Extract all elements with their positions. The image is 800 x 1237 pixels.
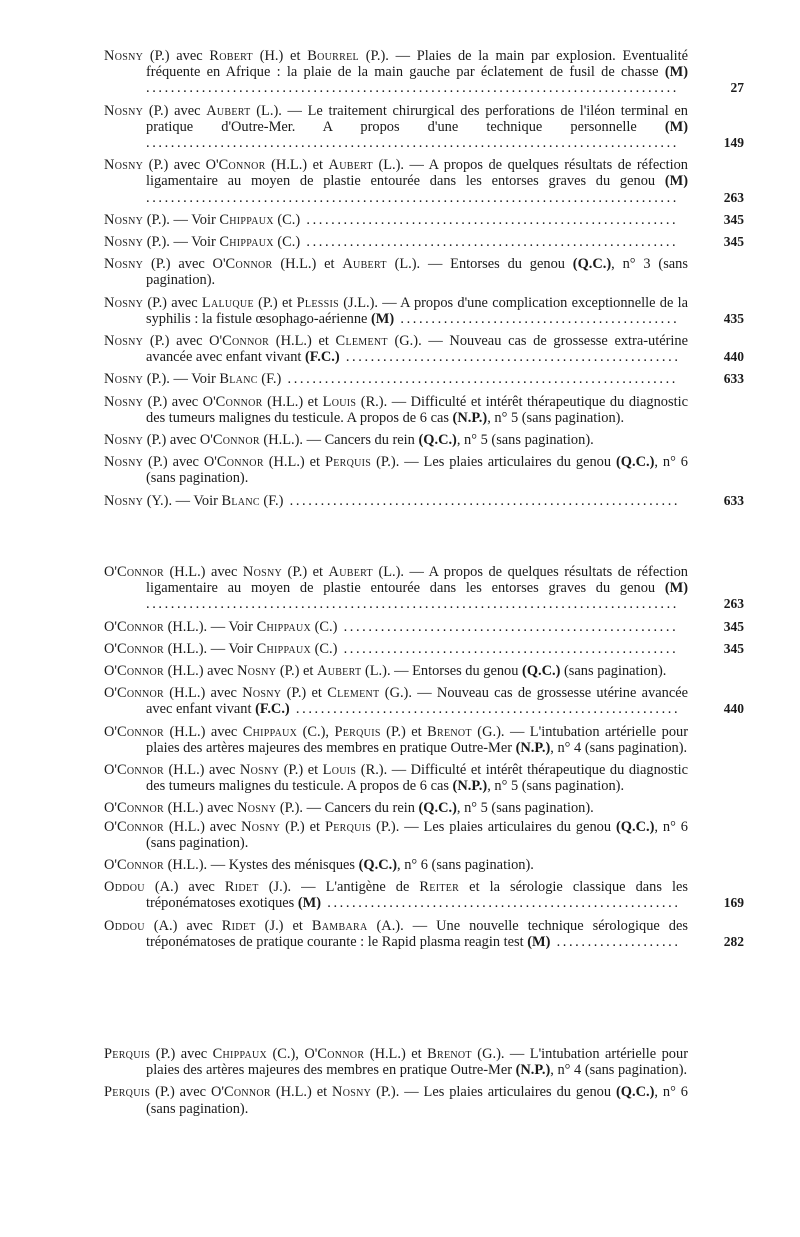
rubric-code: (Q.C.) bbox=[572, 256, 612, 273]
index-entry bbox=[104, 333, 744, 365]
rubric-code: (Q.C.) bbox=[418, 432, 457, 449]
author-name: Connor bbox=[223, 1084, 271, 1101]
author-name: Oddou bbox=[104, 917, 145, 934]
dot-leader: ...................................................................................... bbox=[146, 80, 679, 97]
page-number: 27 bbox=[730, 80, 744, 96]
entry-text: (J.) et bbox=[255, 917, 312, 934]
entry-text: (H.L.) avec bbox=[163, 800, 238, 817]
entry-text: , n° 6 (sans pagination). bbox=[146, 818, 688, 851]
entry-text: (P.). — Voir bbox=[143, 371, 220, 388]
index-entry bbox=[104, 918, 744, 950]
entry-text: (H.L.). — Kystes des ménisques bbox=[163, 857, 359, 874]
entry-text: , n° 4 (sans pagination). bbox=[550, 1062, 688, 1079]
rubric-code: (M) bbox=[371, 310, 395, 327]
entry-text: (A.) avec bbox=[144, 917, 222, 934]
index-entry bbox=[104, 762, 744, 794]
entry-text: O' bbox=[104, 618, 117, 635]
author-name: Connor bbox=[117, 618, 164, 635]
index-entry bbox=[104, 432, 744, 448]
author-name: Nosny bbox=[104, 102, 144, 119]
page-number: 440 bbox=[723, 349, 744, 365]
entry-text: O' bbox=[104, 640, 117, 657]
entry-text: (P.) avec O' bbox=[150, 1084, 224, 1101]
entry-text: O' bbox=[104, 857, 117, 874]
rubric-code: (M) bbox=[664, 173, 688, 190]
entry-text: (P.). — Les plaies articulaires du genou bbox=[371, 454, 616, 471]
page-number: 435 bbox=[723, 310, 744, 326]
entry-text: (P.) avec bbox=[143, 294, 202, 311]
author-name: Connor bbox=[117, 663, 164, 680]
author-name: Nosny bbox=[104, 393, 144, 410]
entry-text: (H.L.) et bbox=[263, 454, 325, 471]
entry-text: (P.) avec O' bbox=[143, 432, 213, 449]
index-entry bbox=[104, 641, 744, 657]
author-name: Perquis bbox=[324, 454, 372, 471]
author-name: Perquis bbox=[324, 818, 372, 835]
entry-text: (P.) et bbox=[276, 663, 317, 680]
author-name: Connor bbox=[117, 685, 164, 702]
rubric-code: (M) bbox=[527, 933, 551, 950]
author-name: Chippaux bbox=[219, 211, 274, 228]
rubric-code: (M) bbox=[297, 895, 322, 912]
dot-leader: ...................................................... bbox=[339, 349, 681, 366]
author-name: Perquis bbox=[334, 723, 381, 740]
entry-text: , n° 5 (sans pagination). bbox=[487, 778, 625, 795]
author-name: Perquis bbox=[104, 1084, 151, 1101]
author-name: Connor bbox=[117, 723, 164, 740]
dot-leader: ............................................................ bbox=[300, 234, 679, 251]
entry-text: (P.). — Voir bbox=[143, 234, 220, 251]
entry-text: (J.). — L'antigène de bbox=[258, 879, 420, 896]
index-entry bbox=[104, 295, 744, 327]
entry-text: et la sérologie classique dans les tréponématoses exotiques bbox=[146, 879, 689, 912]
author-name: Bambara bbox=[311, 917, 368, 934]
author-name: Bourrel bbox=[307, 48, 359, 64]
dot-leader: ...................................................... bbox=[337, 640, 679, 657]
dot-leader: ............................................. bbox=[394, 310, 680, 327]
author-name: Ridet bbox=[221, 917, 256, 934]
author-name: Nosny bbox=[104, 211, 144, 228]
dot-leader: ...................................................................................... bbox=[146, 596, 679, 613]
entry-text: (P.). — Plaies de la main par explosion. Eventualité fréquente en Afrique : la plaie de la main gauche par éclatement de fusil de chasse bbox=[146, 48, 688, 81]
entry-text: (P.) et bbox=[281, 685, 328, 702]
entry-text: (P.) avec O' bbox=[143, 333, 223, 350]
dot-leader: .............................................................. bbox=[289, 701, 681, 718]
entry-text: O' bbox=[104, 685, 117, 702]
entry-text: (G.). — Nouveau cas de grossesse extra-utérine avancée avec enfant vivant bbox=[146, 333, 688, 366]
page-number: 345 bbox=[723, 211, 744, 227]
rubric-code: (Q.C.) bbox=[358, 857, 397, 874]
entry-text: (H.L.) et bbox=[272, 256, 343, 273]
dot-leader: ...................................................................................... bbox=[146, 135, 679, 152]
index-entry bbox=[104, 48, 744, 97]
author-name: Aubert bbox=[342, 256, 387, 273]
rubric-code: (M) bbox=[664, 118, 688, 135]
author-name: Laluque bbox=[201, 294, 254, 311]
index-entry bbox=[104, 1084, 744, 1116]
dot-leader: ...................................................... bbox=[337, 618, 679, 635]
index-section bbox=[104, 48, 744, 509]
author-name: Aubert bbox=[206, 102, 251, 119]
entry-text: (P.) avec O' bbox=[143, 393, 216, 410]
author-name: Connor bbox=[317, 1046, 365, 1062]
page-number: 263 bbox=[723, 596, 744, 612]
author-name: Nosny bbox=[242, 685, 282, 702]
entry-text: (P.) et bbox=[279, 762, 323, 779]
page-number: 440 bbox=[723, 701, 744, 717]
entry-text: (H.) et bbox=[252, 48, 308, 64]
entry-text: (C.), bbox=[297, 723, 335, 740]
entry-text: (P.). — Les plaies articulaires du genou bbox=[371, 818, 617, 835]
author-name: Nosny bbox=[104, 371, 144, 388]
author-name: Chippaux bbox=[212, 1046, 268, 1062]
entry-text: O' bbox=[104, 663, 117, 680]
rubric-code: (Q.C.) bbox=[522, 663, 561, 680]
author-name: Aubert bbox=[317, 663, 362, 680]
entry-text: (P.). — Voir bbox=[143, 211, 220, 228]
author-name: Nosny bbox=[104, 432, 144, 449]
rubric-code: (Q.C.) bbox=[616, 1084, 655, 1101]
dot-leader: ............................................................ bbox=[300, 211, 679, 228]
page-number: 345 bbox=[723, 234, 744, 250]
entry-text: (P.) avec O' bbox=[143, 454, 217, 471]
entry-text: (sans pagination). bbox=[560, 663, 667, 680]
author-name: Brenot bbox=[427, 723, 472, 740]
entry-text: (L.). — A propos de quelques résultats de réfection ligamentaire au moyen de plastie entourée dans les entorses graves du genou bbox=[146, 564, 688, 597]
author-name: Nosny bbox=[237, 663, 277, 680]
entry-text: (H.L.) et bbox=[270, 1084, 333, 1101]
entry-text: (C.) bbox=[311, 618, 338, 635]
entry-text: (H.L.) avec bbox=[163, 663, 238, 680]
index-entry bbox=[104, 234, 744, 250]
index-section bbox=[104, 1046, 744, 1117]
author-name: Connor bbox=[225, 256, 273, 273]
author-name: Nosny bbox=[104, 294, 144, 311]
rubric-code: (N.P.) bbox=[515, 1062, 551, 1079]
entry-text: (P.) avec bbox=[143, 102, 207, 119]
index-entry bbox=[104, 685, 744, 717]
rubric-code: (Q.C.) bbox=[418, 800, 457, 817]
index-entry bbox=[104, 256, 744, 288]
dot-leader: ............................................................... bbox=[281, 371, 678, 388]
entry-text: (P.). — Cancers du rein bbox=[276, 800, 419, 817]
entry-text: (H.L.) et bbox=[364, 1046, 428, 1062]
index-entry bbox=[104, 663, 744, 679]
entry-text: , n° 4 (sans pagination). bbox=[550, 739, 688, 756]
index-entry bbox=[104, 157, 744, 206]
entry-text: (H.L.) avec bbox=[163, 818, 242, 835]
entry-text: (F.) bbox=[257, 371, 282, 388]
entry-text: O' bbox=[104, 564, 117, 580]
page-number: 263 bbox=[723, 189, 744, 205]
entry-text: (H.L.). — Voir bbox=[163, 618, 257, 635]
entry-text: (H.L.). — Cancers du rein bbox=[259, 432, 419, 449]
author-name: Nosny bbox=[239, 762, 280, 779]
entry-text: (A.). — Une nouvelle technique sérologique des tréponématoses de pratique courante : le Rapid plasma reagin test bbox=[146, 917, 688, 950]
entry-text: O' bbox=[104, 800, 117, 817]
author-name: Louis bbox=[322, 393, 357, 410]
entry-text: (H.L.) avec bbox=[163, 564, 243, 580]
index-entry bbox=[104, 857, 744, 873]
entry-text: O' bbox=[104, 818, 117, 835]
author-name: Plessis bbox=[296, 294, 339, 311]
entry-text: (G.). — L'intubation artérielle pour plaies des artères majeures des membres en pratique Outre-Mer bbox=[146, 723, 688, 756]
entry-text: (Y.). — Voir bbox=[143, 492, 222, 509]
author-name: Connor bbox=[218, 157, 266, 174]
author-name: Clement bbox=[335, 333, 388, 350]
entry-text: (R.). — Difficulté et intérêt thérapeutique du diagnostic des tumeurs malignes du testicule. A propos de 6 cas bbox=[146, 762, 688, 795]
dot-leader: .................... bbox=[550, 933, 681, 950]
author-name: Nosny bbox=[237, 800, 277, 817]
entry-text: (H.L.) et bbox=[262, 393, 323, 410]
author-name: Perquis bbox=[104, 1046, 151, 1062]
index-entry bbox=[104, 564, 744, 613]
entry-text: , n° 5 (sans pagination). bbox=[456, 432, 594, 449]
author-name: Nosny bbox=[332, 1084, 372, 1101]
author-name: Connor bbox=[216, 454, 264, 471]
dot-leader: ......................................................... bbox=[321, 895, 681, 912]
author-name: Chippaux bbox=[219, 234, 274, 251]
page-number: 169 bbox=[723, 895, 744, 911]
entry-text: (P.) avec O' bbox=[143, 157, 219, 174]
entry-text: (H.L.). — Voir bbox=[163, 640, 257, 657]
index-entry bbox=[104, 800, 744, 816]
author-name: Connor bbox=[117, 640, 164, 657]
author-name: Connor bbox=[117, 800, 164, 817]
entry-text: (L.). — Entorses du genou bbox=[361, 663, 523, 680]
page-number: 345 bbox=[723, 618, 744, 634]
author-name: Robert bbox=[209, 48, 253, 64]
entry-text: (C.) bbox=[273, 234, 301, 251]
entry-text: (H.L.) et bbox=[265, 157, 329, 174]
rubric-code: (Q.C.) bbox=[616, 454, 655, 471]
author-name: Chippaux bbox=[256, 618, 311, 635]
rubric-code: (N.P.) bbox=[452, 409, 488, 426]
index-entry bbox=[104, 879, 744, 911]
author-name: Ridet bbox=[224, 879, 259, 896]
author-name: Aubert bbox=[328, 564, 373, 580]
index-entry bbox=[104, 619, 744, 635]
author-name: Connor bbox=[117, 762, 164, 779]
entry-text: (A.) avec bbox=[144, 879, 225, 896]
entry-text: (P.) et bbox=[280, 818, 325, 835]
author-name: Aubert bbox=[328, 157, 373, 174]
author-name: Blanc bbox=[219, 371, 258, 388]
entry-text: (G.). — L'intubation artérielle pour plaies des artères majeures des membres en pratique Outre-Mer bbox=[146, 1046, 688, 1079]
entry-text: (H.L.) avec bbox=[163, 723, 243, 740]
entry-text: (P.) et bbox=[380, 723, 428, 740]
author-name: Nosny bbox=[241, 818, 281, 835]
author-name: Chippaux bbox=[256, 640, 311, 657]
entry-text: (L.). — A propos de quelques résultats de réfection ligamentaire au moyen de plastie entourée dans les entorses graves du genou bbox=[146, 157, 688, 190]
author-name: Clement bbox=[327, 685, 380, 702]
entry-text: (F.) bbox=[259, 492, 284, 509]
entry-text: (H.L.) et bbox=[269, 333, 336, 350]
entry-text: , n° 6 (sans pagination). bbox=[397, 857, 534, 874]
page-number: 345 bbox=[723, 640, 744, 656]
index-entry bbox=[104, 724, 744, 756]
author-name: Connor bbox=[117, 564, 164, 580]
entry-text: , n° 6 (sans pagination). bbox=[146, 454, 688, 487]
author-name: Nosny bbox=[104, 157, 144, 174]
entry-text: O' bbox=[104, 723, 117, 740]
index-entry bbox=[104, 212, 744, 228]
entry-text: (R.). — Difficulté et intérêt thérapeutique du diagnostic des tumeurs malignes du testicule. A propos de 6 cas bbox=[146, 393, 688, 426]
page-number: 149 bbox=[723, 135, 744, 151]
entry-text: O' bbox=[104, 762, 117, 779]
entry-text: (J.L.). — A propos d'une complication exceptionnelle de la syphilis : la fistule œsophago-aérienne bbox=[146, 294, 688, 327]
author-name: Connor bbox=[212, 432, 260, 449]
author-name: Nosny bbox=[242, 564, 282, 580]
rubric-code: (N.P.) bbox=[452, 778, 488, 795]
entry-text: , n° 5 (sans pagination). bbox=[487, 409, 625, 426]
rubric-code: (M) bbox=[664, 64, 688, 81]
entry-text: (C.) bbox=[311, 640, 338, 657]
author-name: Nosny bbox=[104, 256, 144, 273]
index-entry bbox=[104, 394, 744, 426]
entry-text: (G.). — Nouveau cas de grossesse utérine avancée avec enfant vivant bbox=[146, 685, 688, 718]
index-entry bbox=[104, 454, 744, 486]
entry-text: , n° 3 (sans pagination). bbox=[146, 256, 688, 289]
entry-text: (P.). — Les plaies articulaires du genou bbox=[371, 1084, 616, 1101]
entry-text: , n° 5 (sans pagination). bbox=[456, 800, 594, 817]
index-entry bbox=[104, 819, 744, 851]
index-entry bbox=[104, 103, 744, 152]
entry-text: (P.) et bbox=[282, 564, 329, 580]
author-name: Connor bbox=[222, 333, 270, 350]
author-name: Brenot bbox=[427, 1046, 472, 1062]
entry-text: (P.) et bbox=[253, 294, 297, 311]
rubric-code: (M) bbox=[664, 580, 688, 597]
entry-text: (L.). — Entorses du genou bbox=[386, 256, 573, 273]
index-entry bbox=[104, 1046, 744, 1078]
author-name: Blanc bbox=[221, 492, 260, 509]
author-name: Reiter bbox=[419, 879, 460, 896]
entry-text: (C.), O' bbox=[267, 1046, 318, 1062]
index-entry bbox=[104, 493, 744, 509]
author-name: Nosny bbox=[104, 234, 144, 251]
rubric-code: (N.P.) bbox=[515, 739, 551, 756]
entry-text: (H.L.) avec bbox=[163, 685, 243, 702]
entry-text: (L.). — Le traitement chirurgical des perforations de l'iléon terminal en pratique d'Outre-Mer. A propos d'une technique personnelle bbox=[146, 102, 688, 135]
page-number: 633 bbox=[723, 371, 744, 387]
page-number: 282 bbox=[723, 933, 744, 949]
dot-leader: ............................................................... bbox=[283, 492, 681, 509]
entry-text: (P.) avec O' bbox=[143, 256, 226, 273]
author-name: Nosny bbox=[104, 454, 144, 471]
author-name: Nosny bbox=[104, 48, 144, 64]
entry-text: (C.) bbox=[273, 211, 301, 228]
author-name: Connor bbox=[117, 857, 164, 874]
entry-text: , n° 6 (sans pagination). bbox=[146, 1084, 688, 1117]
rubric-code: (F.C.) bbox=[305, 349, 340, 366]
entry-text: (P.) avec bbox=[150, 1046, 213, 1062]
author-name: Connor bbox=[117, 818, 164, 835]
index-section bbox=[104, 564, 744, 950]
rubric-code: (Q.C.) bbox=[616, 818, 655, 835]
page-number: 633 bbox=[723, 492, 744, 508]
author-name: Oddou bbox=[104, 879, 145, 896]
entry-text: (P.) avec bbox=[143, 48, 210, 64]
index-entry bbox=[104, 371, 744, 387]
author-name: Chippaux bbox=[242, 723, 298, 740]
rubric-code: (F.C.) bbox=[255, 701, 290, 718]
entry-text: (H.L.) avec bbox=[163, 762, 240, 779]
author-name: Louis bbox=[322, 762, 357, 779]
author-name: Nosny bbox=[104, 333, 144, 350]
dot-leader: ...................................................................................... bbox=[146, 189, 679, 206]
author-name: Connor bbox=[215, 393, 263, 410]
author-name: Nosny bbox=[104, 492, 144, 509]
